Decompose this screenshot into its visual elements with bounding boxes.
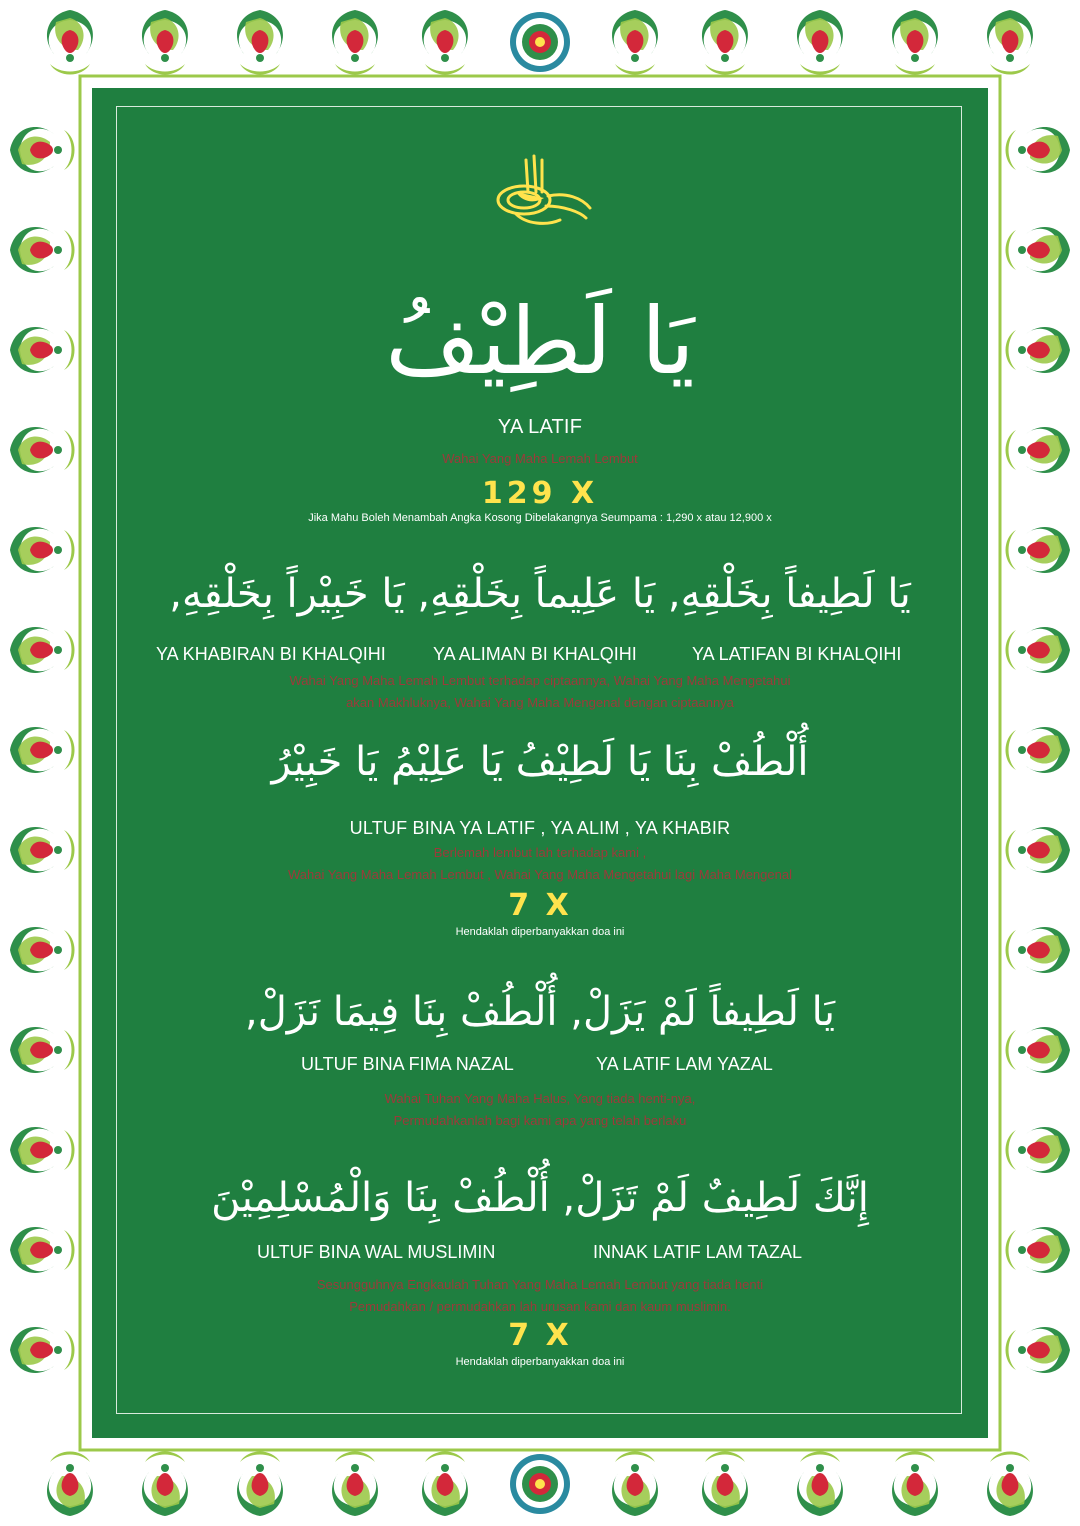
section4-arabic: إِنَّكَ لَطِيفٌ لَمْ تَزَلْ, أُلْطُفْ بِنَا وَالْمُسْلِمِيْنَ [211,1175,869,1221]
section2-latin: ULTUF BINA YA LATIF , YA ALIM , YA KHABIR [349,818,731,838]
section2-count: 7 X [508,888,572,923]
section2-meaning-line1: Berlemah lembut lah terhadap kami , [433,845,647,860]
section3-arabic: يَا لَطِيفاً لَمْ يَزَلْ, أُلْطُفْ بِنَا فِيمَا نَزَلْ, [245,989,835,1035]
section2-note: Hendaklah diperbanyakkan doa ini [455,926,625,938]
tughra-calligraphy-seal-icon [486,152,594,232]
title-count: 129 X [481,476,599,511]
section4-latin-left: ULTUF BINA WAL MUSLIMIN [257,1242,496,1262]
title-note: Jika Mahu Boleh Menambah Angka Kosong Dibelakangnya Seumpama : 1,290 x atau 12,900 x [308,512,772,524]
section2-arabic: أُلْطُفْ بِنَا يَا لَطِيْفُ يَا عَلِيْمُ يَا خَبِيْرُ [271,739,809,785]
title-arabic: يَا لَطِيْفُ [385,288,695,395]
section4-count: 7 X [508,1318,572,1353]
section1-arabic: يَا لَطِيفاً بِخَلْقِهِ, يَا عَلِيماً بِخَلْقِهِ, يَا خَبِيْراً بِخَلْقِهِ, [169,571,911,617]
section2-meaning-line2: Wahai Yang Maha Lemah Lembut , Wahai Yang Maha Mengetahui lagi Maha Mengenal [288,867,792,882]
title-meaning: Wahai Yang Maha Lemah Lembut [442,451,638,466]
section4-note: Hendaklah diperbanyakkan doa ini [455,1356,625,1368]
section4-latin-right: INNAK LATIF LAM TAZAL [593,1242,803,1262]
section1-latin-right: YA LATIFAN BI KHALQIHI [692,644,902,664]
section1-meaning-line1: Wahai Yang Maha Lemah Lembut terhadap ciptaannya, Wahai Yang Maha Mengetahui [289,673,791,688]
section1-latin-left: YA KHABIRAN BI KHALQIHI [156,644,386,664]
section3-meaning-line2: Permudahkanlah bagi kami apa yang telah berlaku [393,1113,687,1128]
section3-latin-left: ULTUF BINA FIMA NAZAL [301,1054,514,1074]
title-latin: YA LATIF [497,416,583,438]
section4-meaning-line1: Sesungguhnya Engkaulah Tuhan Yang Maha Lemah Lembut yang tiada henti [316,1277,764,1292]
section1-latin-mid: YA ALIMAN BI KHALQIHI [433,644,637,664]
section3-meaning-line1: Wahai Tuhan Yang Maha Halus, Yang tiada henti-nya, [384,1091,696,1106]
section4-meaning-line2: Pemudahkan / permudahkan lah urusan kami dan kaum muslimin. [349,1299,731,1314]
section1-meaning-line2: akan Makhluknya, Wahai Yang Maha Mengenal dengan ciptaannya [346,695,734,710]
section3-latin-right: YA LATIF LAM YAZAL [596,1054,773,1074]
